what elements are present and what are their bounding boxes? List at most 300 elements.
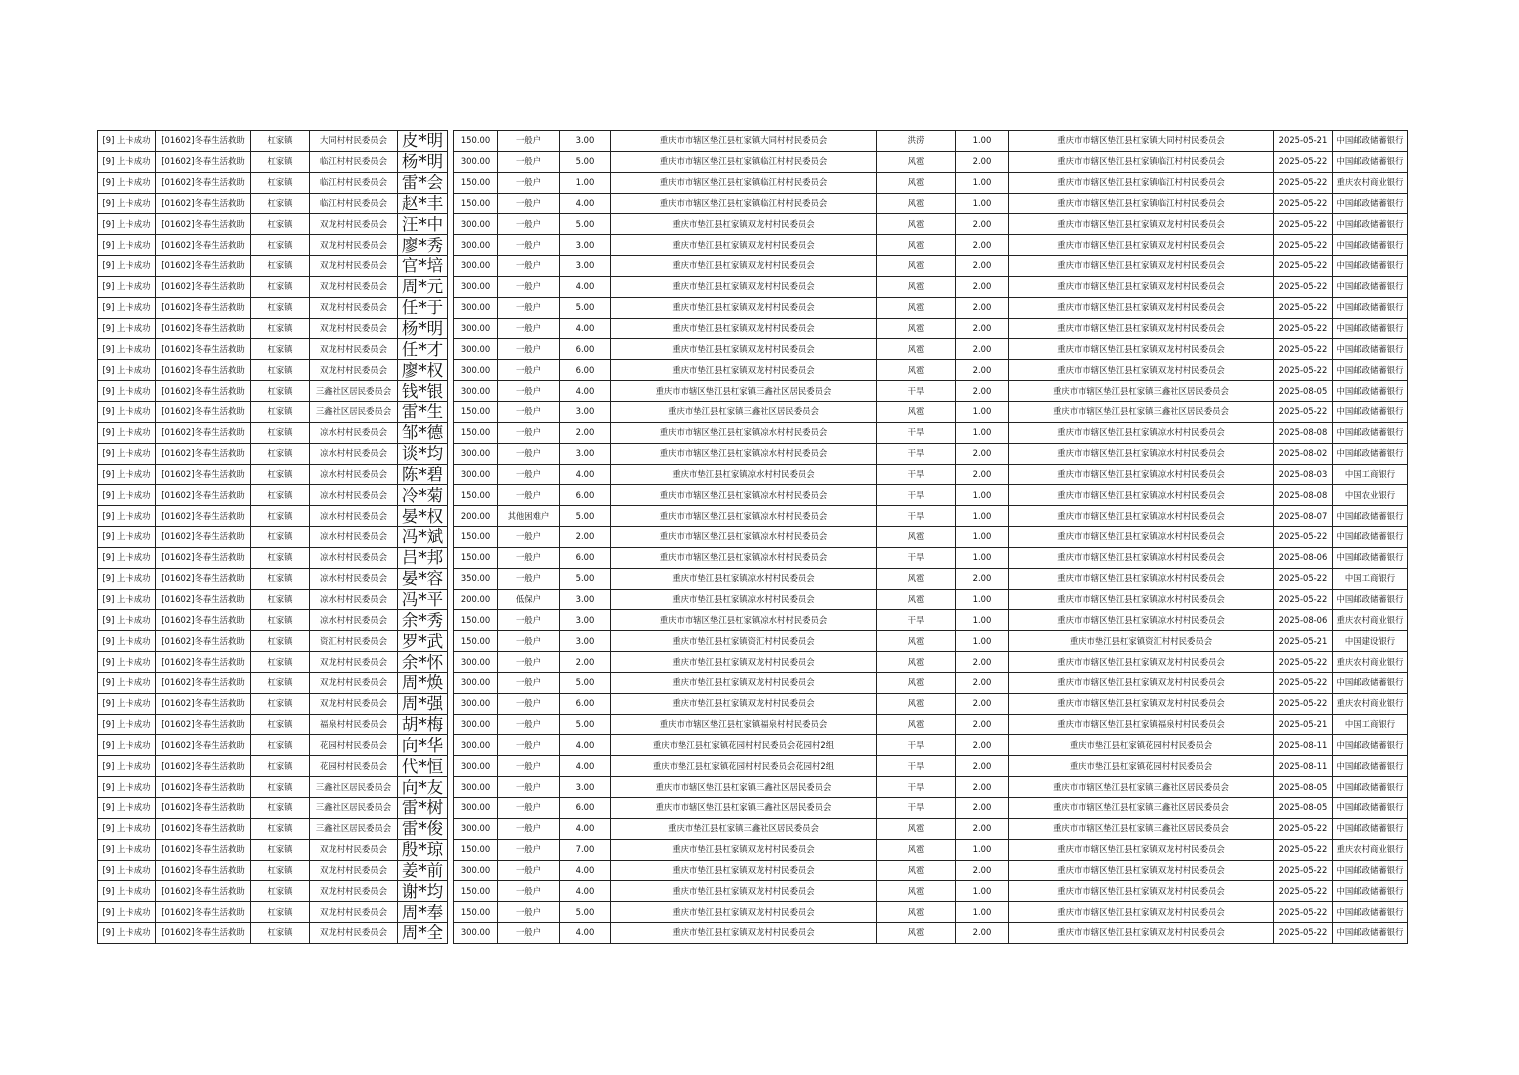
- table-row: [98, 235, 1408, 256]
- date-cell: 2025-05-22: [1274, 339, 1333, 360]
- date-cell: 2025-05-22: [1274, 297, 1333, 318]
- status-cell: [9] 上卡成功: [98, 235, 156, 256]
- date-cell: 2025-05-22: [1274, 360, 1333, 381]
- address-cell: 重庆市市辖区垫江县杠家镇大同村村民委员会: [611, 131, 877, 152]
- people-count-cell: 4.00: [560, 381, 611, 402]
- village-cell: 大同村村民委员会: [310, 131, 398, 152]
- people-count-cell: 6.00: [560, 339, 611, 360]
- village-cell: 凉水村村民委员会: [310, 422, 398, 443]
- amount-cell: 300.00: [454, 923, 498, 944]
- village-cell: 福泉村村民委员会: [310, 714, 398, 735]
- program-cell: [01602]冬春生活救助: [156, 777, 251, 798]
- amount-cell: 150.00: [454, 193, 498, 214]
- status-cell: [9] 上卡成功: [98, 777, 156, 798]
- program-cell: [01602]冬春生活救助: [156, 923, 251, 944]
- status-cell: [9] 上卡成功: [98, 318, 156, 339]
- program-cell: [01602]冬春生活救助: [156, 235, 251, 256]
- disaster-type-cell: 干旱: [877, 547, 956, 568]
- standard-cell: 2.00: [956, 464, 1009, 485]
- standard-cell: 1.00: [956, 485, 1009, 506]
- table-row: [98, 610, 1408, 631]
- household-type-cell: 一般户: [498, 172, 560, 193]
- status-cell: [9] 上卡成功: [98, 485, 156, 506]
- amount-cell: 300.00: [454, 714, 498, 735]
- standard-cell: 1.00: [956, 610, 1009, 631]
- address-cell: 重庆市垫江县杠家镇双龙村村民委员会: [611, 839, 877, 860]
- program-cell: [01602]冬春生活救助: [156, 422, 251, 443]
- table-row: [98, 756, 1408, 777]
- town-cell: 杠家镇: [251, 631, 310, 652]
- status-cell: [9] 上卡成功: [98, 631, 156, 652]
- people-count-cell: 7.00: [560, 839, 611, 860]
- name-cell: 陈*碧: [398, 464, 448, 485]
- people-count-cell: 4.00: [560, 276, 611, 297]
- program-cell: [01602]冬春生活救助: [156, 401, 251, 422]
- bank-cell: 中国邮政储蓄银行: [1333, 881, 1408, 902]
- committee-cell: 重庆市市辖区垫江县杠家镇双龙村村民委员会: [1009, 693, 1274, 714]
- bank-cell: 中国邮政储蓄银行: [1333, 902, 1408, 923]
- committee-cell: 重庆市市辖区垫江县杠家镇三鑫社区居民委员会: [1009, 401, 1274, 422]
- amount-cell: 300.00: [454, 276, 498, 297]
- amount-cell: 300.00: [454, 652, 498, 673]
- household-type-cell: 一般户: [498, 485, 560, 506]
- date-cell: 2025-05-22: [1274, 276, 1333, 297]
- date-cell: 2025-05-21: [1274, 714, 1333, 735]
- committee-cell: 重庆市市辖区垫江县杠家镇双龙村村民委员会: [1009, 360, 1274, 381]
- committee-cell: 重庆市市辖区垫江县杠家镇双龙村村民委员会: [1009, 318, 1274, 339]
- town-cell: 杠家镇: [251, 443, 310, 464]
- village-cell: 双龙村村民委员会: [310, 860, 398, 881]
- town-cell: 杠家镇: [251, 527, 310, 548]
- disaster-type-cell: 干旱: [877, 506, 956, 527]
- name-cell: 雷*树: [398, 798, 448, 819]
- household-type-cell: 一般户: [498, 652, 560, 673]
- address-cell: 重庆市市辖区垫江县杠家镇福泉村村民委员会: [611, 714, 877, 735]
- table-row: [98, 527, 1408, 548]
- status-cell: [9] 上卡成功: [98, 672, 156, 693]
- date-cell: 2025-05-22: [1274, 568, 1333, 589]
- program-cell: [01602]冬春生活救助: [156, 672, 251, 693]
- bank-cell: 中国邮政储蓄银行: [1333, 256, 1408, 277]
- date-cell: 2025-05-22: [1274, 318, 1333, 339]
- disaster-type-cell: 风雹: [877, 881, 956, 902]
- village-cell: 双龙村村民委员会: [310, 276, 398, 297]
- people-count-cell: 2.00: [560, 422, 611, 443]
- committee-cell: 重庆市市辖区垫江县杠家镇临江村村民委员会: [1009, 151, 1274, 172]
- date-cell: 2025-05-22: [1274, 652, 1333, 673]
- people-count-cell: 3.00: [560, 777, 611, 798]
- standard-cell: 2.00: [956, 276, 1009, 297]
- village-cell: 临江村村民委员会: [310, 151, 398, 172]
- village-cell: 三鑫社区居民委员会: [310, 401, 398, 422]
- table-row: [98, 256, 1408, 277]
- committee-cell: 重庆市市辖区垫江县杠家镇双龙村村民委员会: [1009, 214, 1274, 235]
- household-type-cell: 一般户: [498, 443, 560, 464]
- date-cell: 2025-05-22: [1274, 527, 1333, 548]
- people-count-cell: 3.00: [560, 131, 611, 152]
- town-cell: 杠家镇: [251, 464, 310, 485]
- village-cell: 双龙村村民委员会: [310, 839, 398, 860]
- address-cell: 重庆市垫江县杠家镇双龙村村民委员会: [611, 297, 877, 318]
- disaster-type-cell: 风雹: [877, 193, 956, 214]
- table-row: [98, 360, 1408, 381]
- people-count-cell: 3.00: [560, 235, 611, 256]
- program-cell: [01602]冬春生活救助: [156, 818, 251, 839]
- household-type-cell: 一般户: [498, 318, 560, 339]
- name-cell: 冯*斌: [398, 527, 448, 548]
- people-count-cell: 4.00: [560, 923, 611, 944]
- town-cell: 杠家镇: [251, 610, 310, 631]
- program-cell: [01602]冬春生活救助: [156, 381, 251, 402]
- address-cell: 重庆市垫江县杠家镇双龙村村民委员会: [611, 276, 877, 297]
- table-row: [98, 881, 1408, 902]
- name-cell: 官*培: [398, 256, 448, 277]
- address-cell: 重庆市垫江县杠家镇花园村村民委员会花园村2组: [611, 756, 877, 777]
- date-cell: 2025-05-22: [1274, 193, 1333, 214]
- amount-cell: 300.00: [454, 798, 498, 819]
- bank-cell: 中国工商银行: [1333, 714, 1408, 735]
- amount-cell: 300.00: [454, 818, 498, 839]
- bank-cell: 中国邮政储蓄银行: [1333, 318, 1408, 339]
- committee-cell: 重庆市市辖区垫江县杠家镇三鑫社区居民委员会: [1009, 818, 1274, 839]
- town-cell: 杠家镇: [251, 131, 310, 152]
- name-cell: 廖*权: [398, 360, 448, 381]
- table-row: [98, 547, 1408, 568]
- people-count-cell: 5.00: [560, 568, 611, 589]
- program-cell: [01602]冬春生活救助: [156, 214, 251, 235]
- committee-cell: 重庆市市辖区垫江县杠家镇凉水村村民委员会: [1009, 547, 1274, 568]
- name-cell: 杨*明: [398, 151, 448, 172]
- table-row: [98, 631, 1408, 652]
- amount-cell: 300.00: [454, 151, 498, 172]
- committee-cell: 重庆市市辖区垫江县杠家镇三鑫社区居民委员会: [1009, 381, 1274, 402]
- town-cell: 杠家镇: [251, 798, 310, 819]
- status-cell: [9] 上卡成功: [98, 131, 156, 152]
- village-cell: 双龙村村民委员会: [310, 339, 398, 360]
- village-cell: 双龙村村民委员会: [310, 881, 398, 902]
- status-cell: [9] 上卡成功: [98, 860, 156, 881]
- village-cell: 三鑫社区居民委员会: [310, 798, 398, 819]
- disaster-type-cell: 风雹: [877, 923, 956, 944]
- address-cell: 重庆市垫江县杠家镇双龙村村民委员会: [611, 360, 877, 381]
- table-row: [98, 777, 1408, 798]
- town-cell: 杠家镇: [251, 235, 310, 256]
- household-type-cell: 一般户: [498, 360, 560, 381]
- people-count-cell: 3.00: [560, 610, 611, 631]
- disaster-type-cell: 风雹: [877, 297, 956, 318]
- name-cell: 周*奉: [398, 902, 448, 923]
- village-cell: 花园村村民委员会: [310, 735, 398, 756]
- standard-cell: 1.00: [956, 839, 1009, 860]
- people-count-cell: 4.00: [560, 860, 611, 881]
- household-type-cell: 一般户: [498, 860, 560, 881]
- town-cell: 杠家镇: [251, 860, 310, 881]
- program-cell: [01602]冬春生活救助: [156, 860, 251, 881]
- date-cell: 2025-08-05: [1274, 777, 1333, 798]
- address-cell: 重庆市市辖区垫江县杠家镇临江村村民委员会: [611, 172, 877, 193]
- people-count-cell: 4.00: [560, 318, 611, 339]
- name-cell: 周*全: [398, 923, 448, 944]
- people-count-cell: 4.00: [560, 881, 611, 902]
- committee-cell: 重庆市垫江县杠家镇花园村村民委员会: [1009, 756, 1274, 777]
- standard-cell: 1.00: [956, 589, 1009, 610]
- date-cell: 2025-05-22: [1274, 839, 1333, 860]
- household-type-cell: 一般户: [498, 714, 560, 735]
- amount-cell: 300.00: [454, 381, 498, 402]
- address-cell: 重庆市垫江县杠家镇双龙村村民委员会: [611, 652, 877, 673]
- name-cell: 姜*前: [398, 860, 448, 881]
- date-cell: 2025-05-22: [1274, 923, 1333, 944]
- date-cell: 2025-08-02: [1274, 443, 1333, 464]
- town-cell: 杠家镇: [251, 568, 310, 589]
- bank-cell: 中国邮政储蓄银行: [1333, 443, 1408, 464]
- address-cell: 重庆市垫江县杠家镇三鑫社区居民委员会: [611, 818, 877, 839]
- address-cell: 重庆市市辖区垫江县杠家镇凉水村村民委员会: [611, 485, 877, 506]
- table-row: [98, 485, 1408, 506]
- committee-cell: 重庆市市辖区垫江县杠家镇双龙村村民委员会: [1009, 881, 1274, 902]
- household-type-cell: 一般户: [498, 527, 560, 548]
- disaster-type-cell: 风雹: [877, 860, 956, 881]
- village-cell: 双龙村村民委员会: [310, 923, 398, 944]
- name-cell: 邹*德: [398, 422, 448, 443]
- village-cell: 双龙村村民委员会: [310, 693, 398, 714]
- status-cell: [9] 上卡成功: [98, 568, 156, 589]
- name-cell: 任*于: [398, 297, 448, 318]
- name-cell: 任*才: [398, 339, 448, 360]
- status-cell: [9] 上卡成功: [98, 506, 156, 527]
- relief-payment-table: [97, 130, 1408, 944]
- table-row: [98, 276, 1408, 297]
- name-cell: 向*华: [398, 735, 448, 756]
- village-cell: 凉水村村民委员会: [310, 589, 398, 610]
- amount-cell: 300.00: [454, 464, 498, 485]
- town-cell: 杠家镇: [251, 422, 310, 443]
- household-type-cell: 一般户: [498, 256, 560, 277]
- name-cell: 汪*中: [398, 214, 448, 235]
- household-type-cell: 一般户: [498, 735, 560, 756]
- address-cell: 重庆市垫江县杠家镇双龙村村民委员会: [611, 318, 877, 339]
- standard-cell: 2.00: [956, 297, 1009, 318]
- village-cell: 凉水村村民委员会: [310, 443, 398, 464]
- town-cell: 杠家镇: [251, 589, 310, 610]
- disaster-type-cell: 风雹: [877, 693, 956, 714]
- status-cell: [9] 上卡成功: [98, 589, 156, 610]
- address-cell: 重庆市市辖区垫江县杠家镇三鑫社区居民委员会: [611, 798, 877, 819]
- committee-cell: 重庆市市辖区垫江县杠家镇双龙村村民委员会: [1009, 839, 1274, 860]
- amount-cell: 150.00: [454, 172, 498, 193]
- committee-cell: 重庆市市辖区垫江县杠家镇大同村村民委员会: [1009, 131, 1274, 152]
- people-count-cell: 4.00: [560, 464, 611, 485]
- committee-cell: 重庆市市辖区垫江县杠家镇双龙村村民委员会: [1009, 297, 1274, 318]
- date-cell: 2025-05-22: [1274, 881, 1333, 902]
- people-count-cell: 5.00: [560, 214, 611, 235]
- standard-cell: 2.00: [956, 652, 1009, 673]
- disaster-type-cell: 风雹: [877, 276, 956, 297]
- village-cell: 双龙村村民委员会: [310, 318, 398, 339]
- town-cell: 杠家镇: [251, 506, 310, 527]
- disaster-type-cell: 风雹: [877, 151, 956, 172]
- status-cell: [9] 上卡成功: [98, 193, 156, 214]
- bank-cell: 中国邮政储蓄银行: [1333, 422, 1408, 443]
- name-cell: 周*强: [398, 693, 448, 714]
- status-cell: [9] 上卡成功: [98, 881, 156, 902]
- program-cell: [01602]冬春生活救助: [156, 464, 251, 485]
- committee-cell: 重庆市市辖区垫江县杠家镇双龙村村民委员会: [1009, 256, 1274, 277]
- name-cell: 雷*生: [398, 401, 448, 422]
- table-row: [98, 693, 1408, 714]
- status-cell: [9] 上卡成功: [98, 652, 156, 673]
- standard-cell: 2.00: [956, 756, 1009, 777]
- household-type-cell: 一般户: [498, 131, 560, 152]
- disaster-type-cell: 风雹: [877, 902, 956, 923]
- disaster-type-cell: 洪涝: [877, 131, 956, 152]
- name-cell: 罗*武: [398, 631, 448, 652]
- committee-cell: 重庆市市辖区垫江县杠家镇双龙村村民委员会: [1009, 652, 1274, 673]
- disaster-type-cell: 风雹: [877, 172, 956, 193]
- table-row: [98, 214, 1408, 235]
- program-cell: [01602]冬春生活救助: [156, 547, 251, 568]
- program-cell: [01602]冬春生活救助: [156, 256, 251, 277]
- disaster-type-cell: 干旱: [877, 381, 956, 402]
- program-cell: [01602]冬春生活救助: [156, 839, 251, 860]
- standard-cell: 1.00: [956, 193, 1009, 214]
- bank-cell: 中国邮政储蓄银行: [1333, 735, 1408, 756]
- bank-cell: 中国建设银行: [1333, 631, 1408, 652]
- address-cell: 重庆市垫江县杠家镇双龙村村民委员会: [611, 881, 877, 902]
- standard-cell: 1.00: [956, 422, 1009, 443]
- people-count-cell: 6.00: [560, 360, 611, 381]
- household-type-cell: 低保户: [498, 589, 560, 610]
- bank-cell: 中国邮政储蓄银行: [1333, 401, 1408, 422]
- table-row: [98, 339, 1408, 360]
- program-cell: [01602]冬春生活救助: [156, 151, 251, 172]
- town-cell: 杠家镇: [251, 818, 310, 839]
- people-count-cell: 4.00: [560, 818, 611, 839]
- program-cell: [01602]冬春生活救助: [156, 193, 251, 214]
- name-cell: 谈*均: [398, 443, 448, 464]
- address-cell: 重庆市市辖区垫江县杠家镇临江村村民委员会: [611, 151, 877, 172]
- program-cell: [01602]冬春生活救助: [156, 131, 251, 152]
- bank-cell: 中国邮政储蓄银行: [1333, 381, 1408, 402]
- town-cell: 杠家镇: [251, 756, 310, 777]
- address-cell: 重庆市垫江县杠家镇凉水村村民委员会: [611, 464, 877, 485]
- amount-cell: 150.00: [454, 485, 498, 506]
- bank-cell: 中国邮政储蓄银行: [1333, 527, 1408, 548]
- standard-cell: 1.00: [956, 172, 1009, 193]
- status-cell: [9] 上卡成功: [98, 756, 156, 777]
- village-cell: 双龙村村民委员会: [310, 235, 398, 256]
- household-type-cell: 一般户: [498, 798, 560, 819]
- committee-cell: 重庆市市辖区垫江县杠家镇双龙村村民委员会: [1009, 902, 1274, 923]
- bank-cell: 中国邮政储蓄银行: [1333, 860, 1408, 881]
- amount-cell: 300.00: [454, 360, 498, 381]
- disaster-type-cell: 风雹: [877, 235, 956, 256]
- people-count-cell: 5.00: [560, 902, 611, 923]
- village-cell: 资汇村村民委员会: [310, 631, 398, 652]
- status-cell: [9] 上卡成功: [98, 527, 156, 548]
- household-type-cell: 一般户: [498, 631, 560, 652]
- bank-cell: 中国邮政储蓄银行: [1333, 589, 1408, 610]
- town-cell: 杠家镇: [251, 401, 310, 422]
- date-cell: 2025-05-21: [1274, 131, 1333, 152]
- village-cell: 双龙村村民委员会: [310, 902, 398, 923]
- bank-cell: 中国农业银行: [1333, 485, 1408, 506]
- table-row: [98, 381, 1408, 402]
- people-count-cell: 6.00: [560, 693, 611, 714]
- date-cell: 2025-08-05: [1274, 798, 1333, 819]
- program-cell: [01602]冬春生活救助: [156, 443, 251, 464]
- table-row: [98, 902, 1408, 923]
- standard-cell: 1.00: [956, 902, 1009, 923]
- town-cell: 杠家镇: [251, 547, 310, 568]
- people-count-cell: 6.00: [560, 485, 611, 506]
- bank-cell: 中国邮政储蓄银行: [1333, 276, 1408, 297]
- town-cell: 杠家镇: [251, 381, 310, 402]
- date-cell: 2025-05-22: [1274, 172, 1333, 193]
- table-row: [98, 568, 1408, 589]
- disaster-type-cell: 风雹: [877, 214, 956, 235]
- name-cell: 余*秀: [398, 610, 448, 631]
- town-cell: 杠家镇: [251, 256, 310, 277]
- table-row: [98, 860, 1408, 881]
- amount-cell: 300.00: [454, 693, 498, 714]
- table-row: [98, 443, 1408, 464]
- date-cell: 2025-05-22: [1274, 256, 1333, 277]
- name-cell: 冯*平: [398, 589, 448, 610]
- date-cell: 2025-08-07: [1274, 506, 1333, 527]
- bank-cell: 中国邮政储蓄银行: [1333, 756, 1408, 777]
- address-cell: 重庆市垫江县杠家镇双龙村村民委员会: [611, 256, 877, 277]
- status-cell: [9] 上卡成功: [98, 214, 156, 235]
- name-cell: 周*焕: [398, 672, 448, 693]
- people-count-cell: 3.00: [560, 256, 611, 277]
- committee-cell: 重庆市市辖区垫江县杠家镇福泉村村民委员会: [1009, 714, 1274, 735]
- disaster-type-cell: 干旱: [877, 443, 956, 464]
- household-type-cell: 一般户: [498, 214, 560, 235]
- town-cell: 杠家镇: [251, 923, 310, 944]
- committee-cell: 重庆市市辖区垫江县杠家镇凉水村村民委员会: [1009, 506, 1274, 527]
- committee-cell: 重庆市市辖区垫江县杠家镇凉水村村民委员会: [1009, 422, 1274, 443]
- date-cell: 2025-05-22: [1274, 235, 1333, 256]
- standard-cell: 2.00: [956, 714, 1009, 735]
- address-cell: 重庆市市辖区垫江县杠家镇临江村村民委员会: [611, 193, 877, 214]
- village-cell: 双龙村村民委员会: [310, 672, 398, 693]
- town-cell: 杠家镇: [251, 485, 310, 506]
- village-cell: 临江村村民委员会: [310, 172, 398, 193]
- disaster-type-cell: 风雹: [877, 631, 956, 652]
- status-cell: [9] 上卡成功: [98, 297, 156, 318]
- program-cell: [01602]冬春生活救助: [156, 610, 251, 631]
- committee-cell: 重庆市垫江县杠家镇花园村村民委员会: [1009, 735, 1274, 756]
- disaster-type-cell: 干旱: [877, 777, 956, 798]
- table-row: [98, 714, 1408, 735]
- disaster-type-cell: 风雹: [877, 339, 956, 360]
- program-cell: [01602]冬春生活救助: [156, 506, 251, 527]
- town-cell: 杠家镇: [251, 151, 310, 172]
- program-cell: [01602]冬春生活救助: [156, 881, 251, 902]
- table-row: [98, 318, 1408, 339]
- table-row: [98, 151, 1408, 172]
- disaster-type-cell: 干旱: [877, 464, 956, 485]
- name-cell: 冷*菊: [398, 485, 448, 506]
- program-cell: [01602]冬春生活救助: [156, 568, 251, 589]
- program-cell: [01602]冬春生活救助: [156, 693, 251, 714]
- town-cell: 杠家镇: [251, 214, 310, 235]
- name-cell: 吕*邦: [398, 547, 448, 568]
- amount-cell: 300.00: [454, 235, 498, 256]
- bank-cell: 重庆农村商业银行: [1333, 839, 1408, 860]
- committee-cell: 重庆市市辖区垫江县杠家镇双龙村村民委员会: [1009, 235, 1274, 256]
